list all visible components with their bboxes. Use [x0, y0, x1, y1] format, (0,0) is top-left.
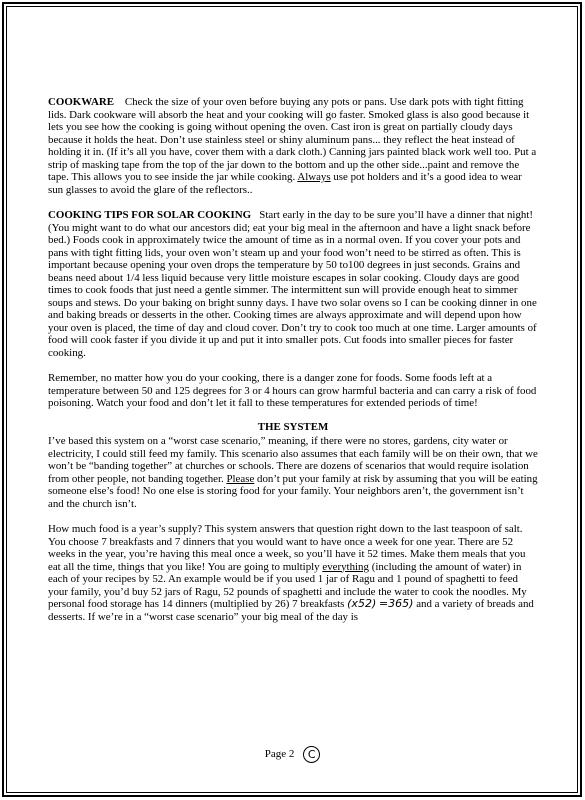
system-paragraph-2 [48, 523, 538, 623]
document-body [48, 96, 538, 636]
danger-zone-paragraph [48, 372, 538, 410]
page-footer [0, 746, 585, 763]
tips-text: Start early in the day to be sure you’ll have a dinner that night! (You might want to do what our ancestors did; eat your big meal in the afternoon and have a light snack before bed.) Foods cook in approximately twice the amount of time as in a normal oven. If you cover your pots and pans with tight fitting lids, your oven won’t steam up and your food won’t need to be stirred as often. This is important because opening your oven drops the temperature by 50 to100 degrees in just seconds. Grains and beans need about 1/4 less liquid because very little moisture escapes in solar cooking. Cloudy days are good times to cook foods that just need a gentle simmer. The intermittent sun will provide enough heat to simmer soups and stews. Do your baking on bright sunny days. I have two solar ovens so I can be cooking dinner in one and baking breads or desserts in the other. Cooking times are always approximate and will depend upon how your oven is placed, the time of day and cloud cover. Don’t try to cook too much at one time. Larger amounts of food will cook faster if you divide it up and put it into smaller pots. Cut foods into smaller pieces for faster cooking. [48, 209, 537, 359]
tips-heading: COOKING TIPS FOR SOLAR COOKING [48, 209, 252, 221]
system-paragraph-1 [48, 435, 538, 510]
page-number: Page 2 [264, 748, 295, 761]
danger-zone-text: Remember, no matter how you do your cooking, there is a danger zone for foods. Some foods left at a temperature between 50 and 125 degrees for 3 or 4 hours can grow harmful bacteria and can carry a risk of food poisoning. Watch your food and don’t let it fall to these temperatures for extended periods of time! [48, 372, 537, 409]
handwritten-365: =365) [378, 597, 414, 610]
system-p2-text: How much food is a year’s supply? This system answers that question right down to the last teaspoon of salt. You choose 7 breakfasts and 7 dinners that you would want to have once a week for one year. There are 52 weeks in the year, you’re having this meal once a week, so you’ll have it 52 times. Make them meals that you eat all the time, things that you like! You are going to multiply [48, 523, 526, 573]
cookware-always: Always [297, 171, 331, 183]
system-p1-please: Please [226, 472, 255, 485]
cookware-text-end: use pot holders and it’s a good idea to wear sun glasses to avoid the glare of the reflectors.. [48, 171, 522, 196]
system-p1-text: I’ve based this system on a “worst case scenario,” meaning, if there were no stores, gardens, city water or electricity, I could still feed my family. This scenario also assumes that each family will be on their own, that we won’t be “banding together” at churches or schools. There are dozens of scenarios that would require isolation from other people, not banding together. [48, 435, 538, 485]
system-p2-everything: everything [322, 560, 369, 573]
system-p1-text-end: don’t put your family at risk by assuming that you will be eating someone else’s food! No one else is storing food for your family. Your neighbors aren’t, the government isn’t and the church isn’t. [48, 472, 538, 510]
cookware-paragraph [48, 96, 538, 196]
system-p2-text-end: and a variety of breads and desserts. If we’re in a “worst case scenario” your big meal of the day is [48, 598, 534, 623]
system-p2-text-mid: (including the amount of water) in each of your recipes by 52. An example would be if you used 1 jar of Ragu and 1 pound of spaghetti to feed your family, you’d buy 52 jars of Ragu, 52 pounds of spaghetti and include the water to cook the noodles. My personal food storage has 14 dinners (multiplied by 26) 7 breakfasts [48, 560, 527, 610]
copyright-icon: C [303, 746, 320, 763]
system-heading: THE SYSTEM [257, 420, 329, 433]
cookware-heading: COOKWARE [48, 96, 114, 108]
tips-paragraph [48, 209, 538, 359]
handwritten-x52: (x52) [347, 597, 377, 610]
cookware-text: Check the size of your oven before buying any pots or pans. Use dark pots with tight fitting lids. Dark cookware will absorb the heat and your cooking will go faster. Smoked glass is also good because it lets you see how the cooking is going without opening the oven. Cast iron is great on partially cloudy days because it holds the heat. Don’t use stainless steel or shiny aluminum pans... they reflect the heat instead of holding it in. (If it’s all you have, cover them with a dark cloth.) Canning jars painted black work well too. Put a strip of masking tape from the top of the jar down to the bottom and up the other side...paint and remove the tape. This allows you to see inside the jar while cooking. [48, 96, 537, 183]
